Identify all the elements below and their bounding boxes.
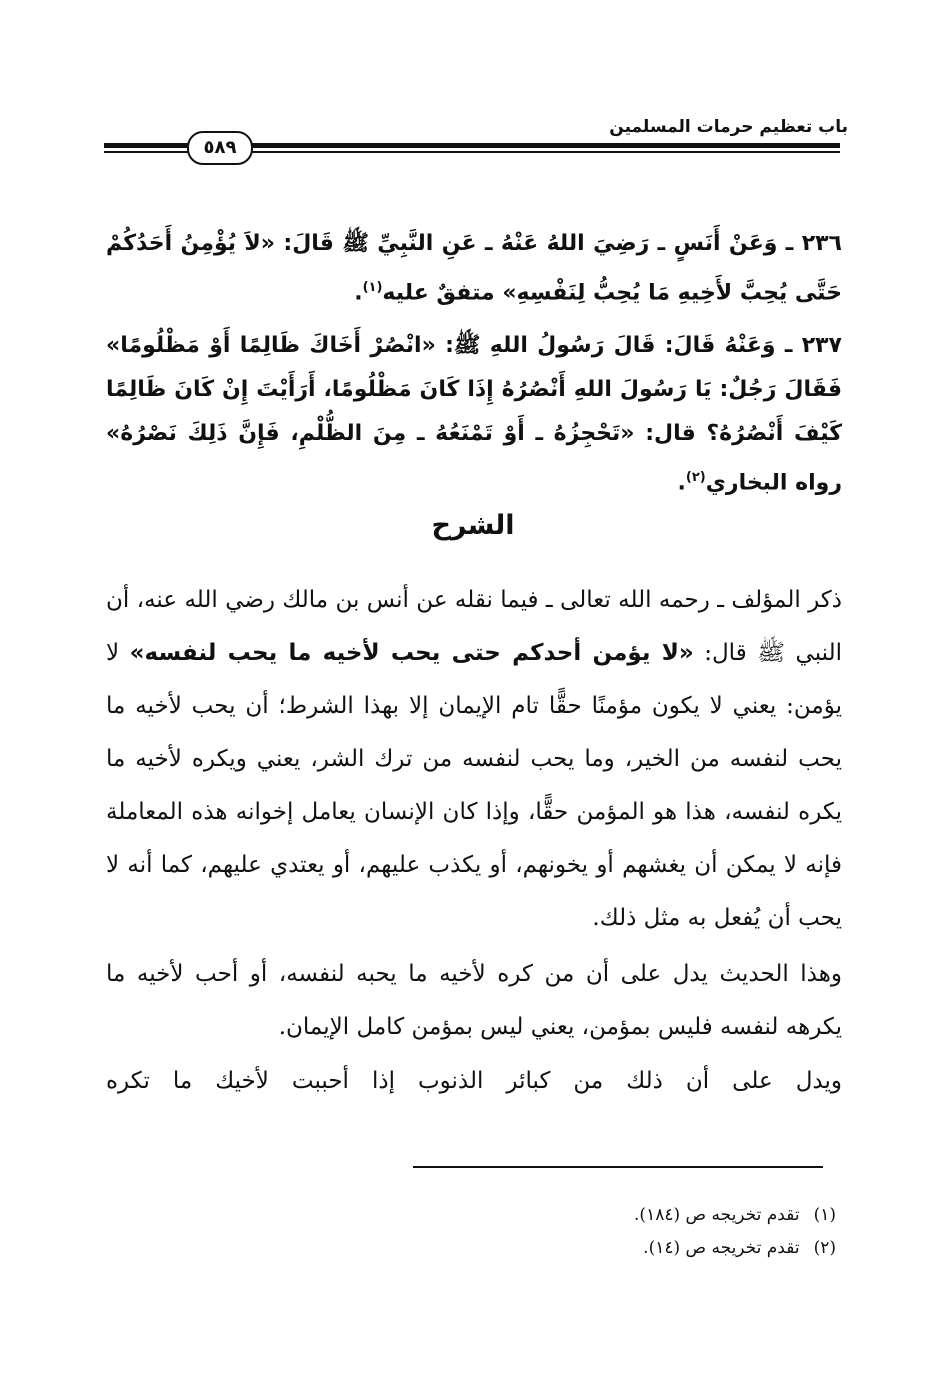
footnote-ref: (١) <box>362 280 383 295</box>
commentary-paragraph <box>106 574 842 945</box>
footnote-text: تقدم تخريجه ص (١٨٤). <box>634 1205 800 1225</box>
hadith-text: ٢٣٧ ـ وَعَنْهُ قَالَ: قَالَ رَسُولُ اللهِ ﷺ: «انْصُرْ أَخَاكَ ظَالِمًا أَوْ مَظْلُومًا» فَقَالَ رَجُلٌ: يَا رَسُولَ اللهِ أَنْصُرُهُ إِذَا كَانَ مَظْلُومًا، أَرَأَيْتَ إِنْ كَانَ ظَالِمًا كَيْفَ أَنْصُرُهُ؟ قال: «تَحْجِزُهُ ـ أَوْ تَمْنَعُهُ ـ مِنَ الظُّلْمِ، فَإِنَّ ذَلِكَ نَصْرُهُ» رواه البخاري <box>106 333 842 496</box>
commentary-paragraph: وهذا الحديث يدل على أن من كره لأخيه ما يحبه لنفسه، أو أحب لأخيه ما يكرهه لنفسه فليس بمؤمن، يعني ليس بمؤمن كامل الإيمان. <box>106 961 842 1040</box>
paragraph-text: لا يؤمن: يعني لا يكون مؤمنًا حقًّا تام الإيمان إلا بهذا الشرط؛ أن يحب لأخيه ما يحب لنفسه من الخير، وما يحب لنفسه من ترك الشر، يعني ويكره لأخيه ما يكره لنفسه، هذا هو المؤمن حقًّا، وإذا كان الإنسان يعامل إخوانه هذه المعاملة فإنه لا يمكن أن يغشهم أو يخونهم، أو يكذب عليهم، أو يعتدي عليهم، كما أنه لا يحب أن يُفعل به مثل ذلك. <box>106 640 842 931</box>
running-header-title: باب تعظيم حرمات المسلمين <box>609 117 848 137</box>
hadith-end: . <box>354 280 363 306</box>
footnote <box>643 1238 836 1258</box>
hadith-text: ٢٣٦ ـ وَعَنْ أَنَسٍ ـ رَضِيَ اللهُ عَنْهُ ـ عَنِ النَّبِيِّ ﷺ قَالَ: «لاَ يُؤْمِنُ أَحَدُكُمْ حَتَّى يُحِبَّ لأَخِيهِ مَا يُحِبُّ لِنَفْسِهِ» متفقٌ عليه <box>106 231 842 306</box>
footnote <box>634 1205 836 1225</box>
section-title-sharh: الشرح <box>431 510 515 541</box>
quoted-hadith: «لا يؤمن أحدكم حتى يحب لأخيه ما يحب لنفسه» <box>129 640 694 666</box>
paragraph-text: ذكر المؤلف ـ رحمه الله تعالى ـ فيما نقله عن أنس بن مالك رضي الله عنه، أن النبي ﷺ قال: <box>106 587 842 666</box>
hadith-236 <box>106 222 842 315</box>
footnote-ref: (٢) <box>685 470 706 485</box>
footnote-number: (٢) <box>813 1238 836 1258</box>
footnote-text: تقدم تخريجه ص (١٤). <box>643 1238 800 1258</box>
footnote-separator <box>413 1166 823 1168</box>
commentary-paragraph: ويدل على أن ذلك من كبائر الذنوب إذا أحببت لأخيك ما تكره <box>106 1068 842 1094</box>
page-number-badge: ٥٨٩ <box>187 131 253 165</box>
hadith-end: . <box>677 470 686 496</box>
hadith-237 <box>106 324 842 505</box>
footnote-number: (١) <box>813 1205 836 1225</box>
